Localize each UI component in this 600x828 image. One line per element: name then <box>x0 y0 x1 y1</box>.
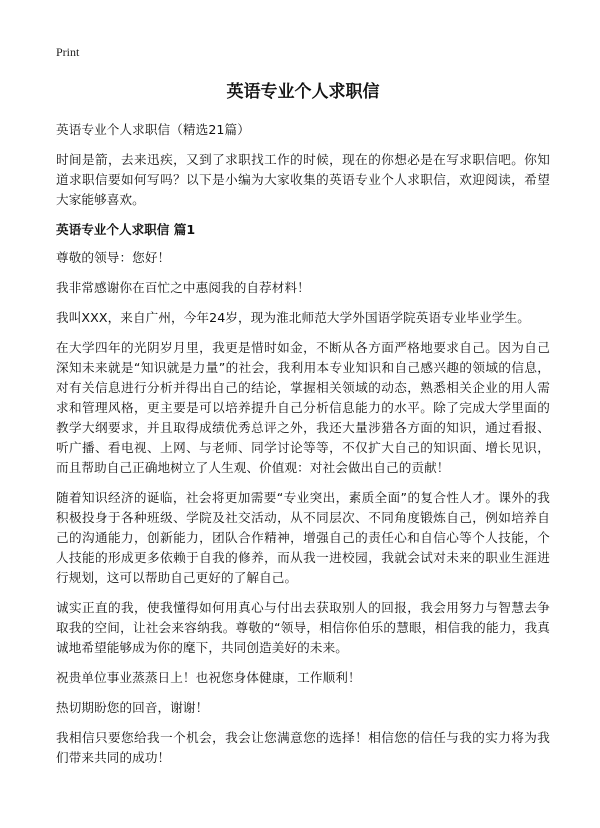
salutation-paragraph: 尊敬的领导：您好！ <box>56 250 171 265</box>
character-paragraph: 诚实正直的我，使我懂得如何用真心与付出去获取别人的回报，我会用努力与智慧去争取我的空间，让社会来容纳我。尊敬的“领导，相信你伯乐的慧眼，相信我的能力，我真诚地希望能够成为你的麾下，共同创造美好的未来。 <box>56 600 550 655</box>
document-title: 英语专业个人求职信 <box>226 82 380 102</box>
reply-paragraph: 热切期盼您的回音，谢谢！ <box>56 700 209 715</box>
thanks-paragraph: 我非常感谢你在百忙之中惠阅我的自荐材料！ <box>56 280 310 295</box>
print-link[interactable]: Print <box>56 45 80 59</box>
wishes-paragraph: 祝贵单位事业蒸蒸日上！也祝您身体健康，工作顺利！ <box>56 670 361 685</box>
closing-paragraph: 我相信只要您给我一个机会，我会让您满意您的选择！相信您的信任与我的实力将为我们带来共同的成功！ <box>56 730 550 765</box>
self-intro-paragraph: 我叫XXX，来自广州，今年24岁，现为淮北师范大学外国语学院英语专业毕业学生。 <box>56 310 530 325</box>
intro-paragraph: 时间是箭，去来迅疾，又到了求职找工作的时候，现在的你想必是在写求职信吧。你知道求职信要如何写吗？以下是小编为大家收集的英语专业个人求职信，欢迎阅读，希望大家能够喜欢。 <box>56 152 550 207</box>
document-subtitle: 英语专业个人求职信（精选21篇） <box>56 122 250 137</box>
university-paragraph: 在大学四年的光阴岁月里，我更是惜时如金，不断从各方面严格地要求自己。因为自己深知未来就是“知识就是力量”的社会，我利用本专业知识和自己感兴趣的领域的信息，对有关信息进行分析并得出自己的结论，掌握相关领域的动态，熟悉相关企业的用人需求和管理风格，更主要是可以培养提升自己分析信息能力的水平。除了完成大学里面的教学大纲要求，并且取得成绩优秀总评之外，我还大量涉猎各方面的知识，通过看报、听广播、看电视、上网、与老师、同学讨论等等，不仅扩大自己的知识面、增长见识，而且帮助自己正确地树立了人生观、价值观：对社会做出自己的贡献！ <box>56 340 550 475</box>
skills-paragraph: 随着知识经济的诞临，社会将更加需要“专业突出，素质全面”的复合性人才。课外的我积极投身于各种班级、学院及社交活动，从不同层次、不同角度锻炼自己，例如培养自己的沟通能力，创新能力，团队合作精神，增强自己的责任心和自信心等个人技能，个人技能的形成更多依赖于自我的修养，而从我一进校园，我就会试对未来的职业生涯进行规划，这可以帮助自己更好的了解自己。 <box>56 490 550 585</box>
section-heading: 英语专业个人求职信 篇1 <box>56 222 196 237</box>
